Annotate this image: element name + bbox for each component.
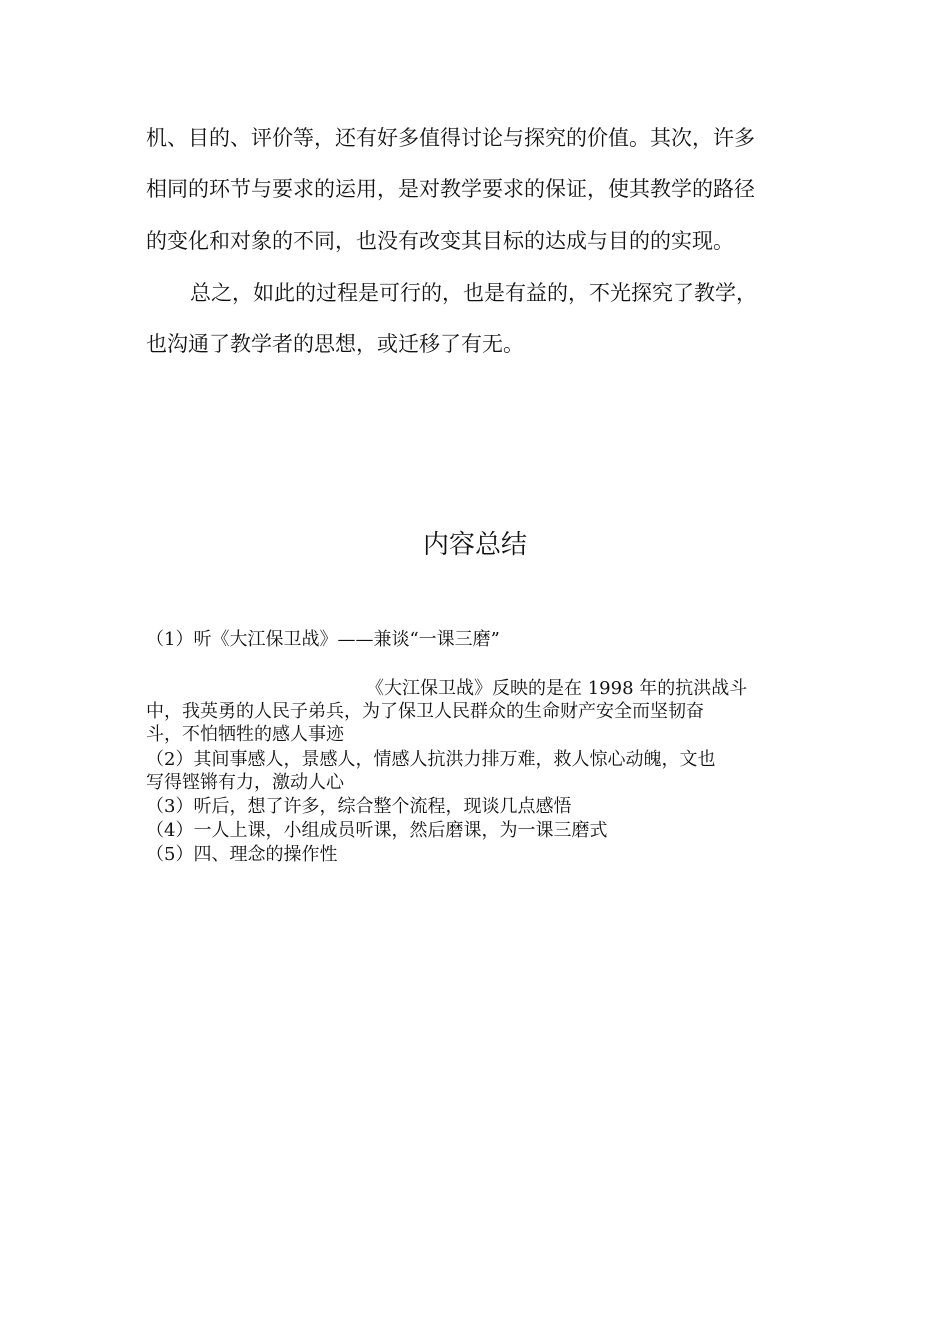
paragraph-line: 的变化和对象的不同，也没有改变其目标的达成与目的的实现。 <box>146 229 734 253</box>
summary-line: 斗，不怕牺牲的感人事迹 <box>146 724 344 745</box>
summary-line: 《大江保卫战》反映的是在 1998 年的抗洪战斗 <box>366 678 748 699</box>
paragraph-line: 相同的环节与要求的运用，是对教学要求的保证，使其教学的路径 <box>146 177 755 201</box>
summary-line: （5）四、理念的操作性 <box>146 844 338 865</box>
paragraph-line: 也沟通了教学者的思想，或迁移了有无。 <box>146 332 524 356</box>
summary-line: 写得铿锵有力，激动人心 <box>146 772 344 793</box>
paragraph-line: 机、目的、评价等，还有好多值得讨论与探究的价值。其次，许多 <box>146 126 755 150</box>
summary-heading: 内容总结 <box>422 530 527 560</box>
summary-line: （4）一人上课，小组成员听课，然后磨课，为一课三磨式 <box>146 820 608 841</box>
summary-line: （3）听后，想了许多，综合整个流程，现谈几点感悟 <box>146 796 572 817</box>
summary-line: 中，我英勇的人民子弟兵，为了保卫人民群众的生命财产安全而坚韧奋 <box>146 701 704 722</box>
paragraph-line: 总之，如此的过程是可行的，也是有益的，不光探究了教学， <box>190 281 757 305</box>
summary-line: （1）听《大江保卫战》——兼谈“一课三磨” <box>146 629 500 650</box>
summary-line: （2）其间事感人，景感人，情感人抗洪力排万难，救人惊心动魄，文也 <box>146 749 716 770</box>
